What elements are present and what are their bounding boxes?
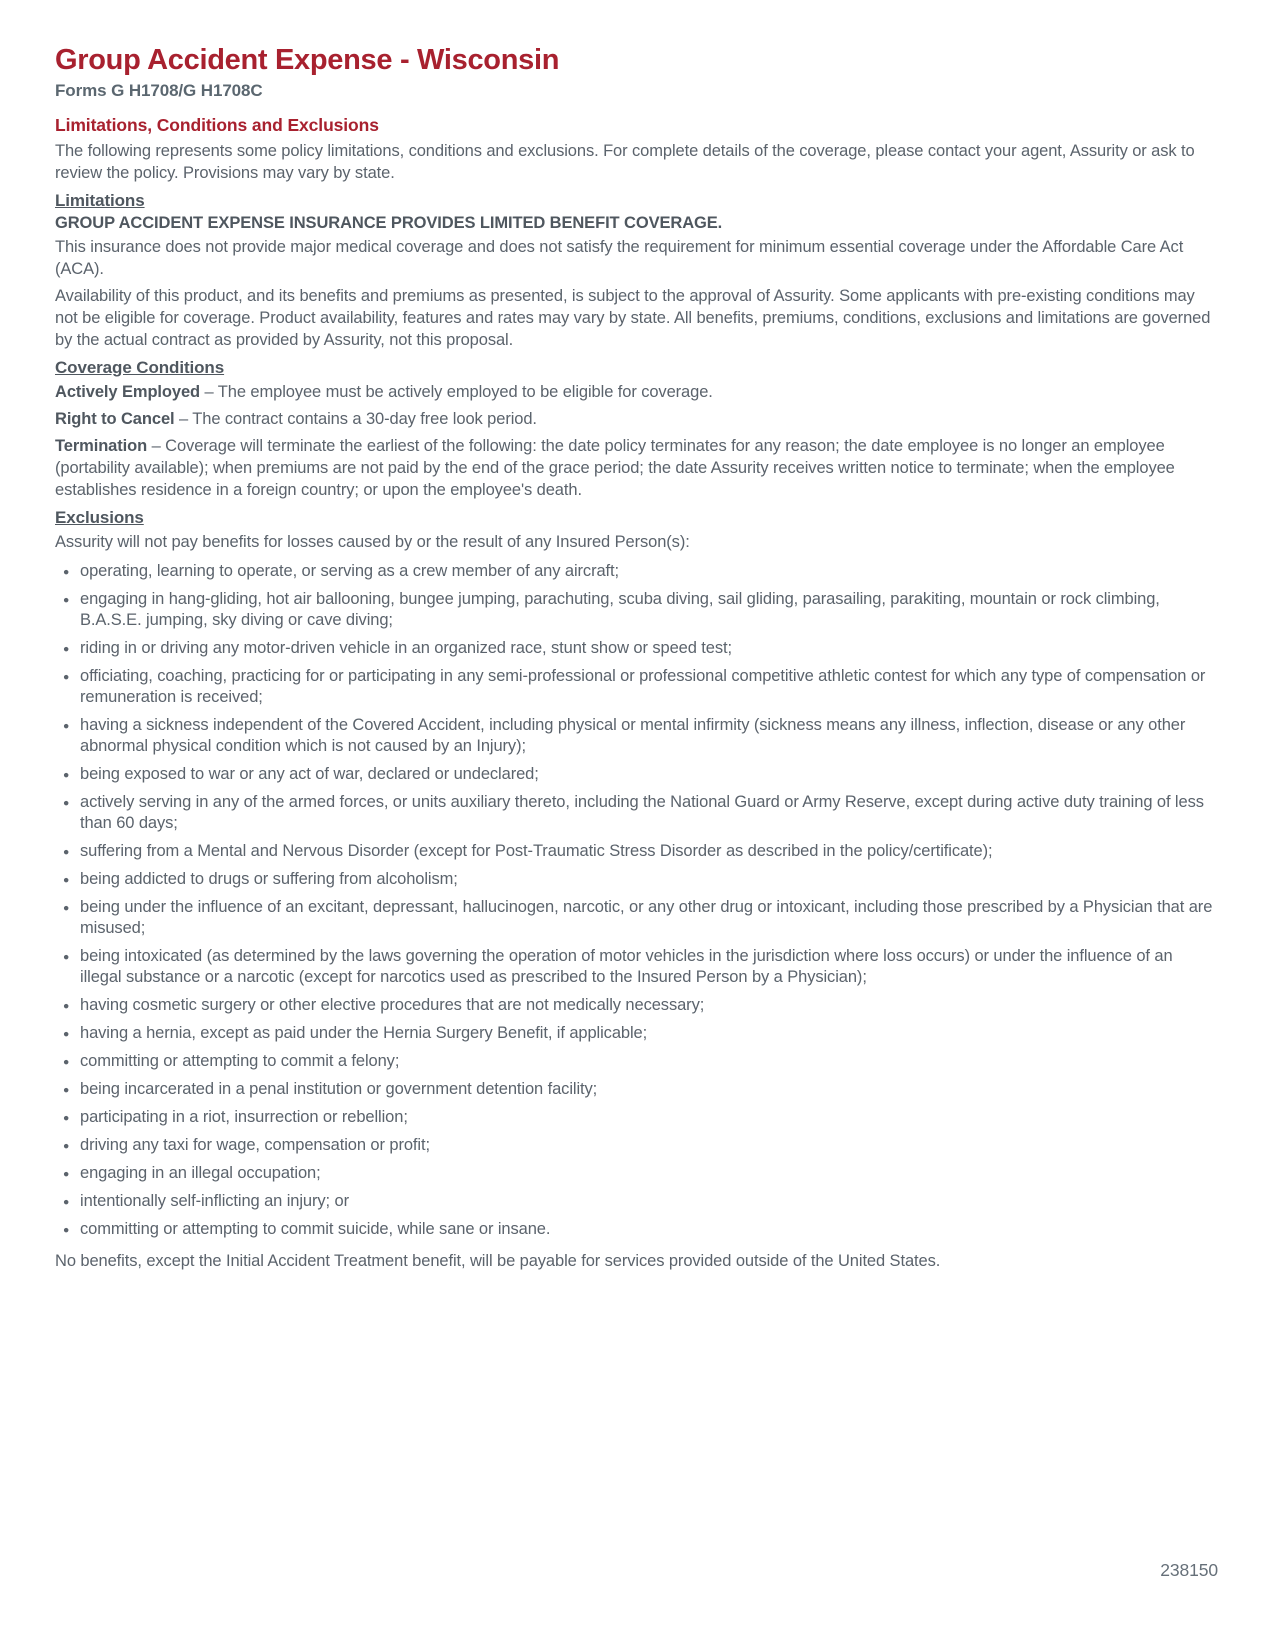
form-numbers: Forms G H1708/G H1708C xyxy=(55,81,263,100)
exclusion-item: ● engaging in an illegal occupation; xyxy=(63,1163,1218,1184)
coverage-condition-text: – Coverage will terminate the earliest of the following: the date policy terminates for any reason; the date employee is no longer an employee (portability available); when premiums are not paid by the end of the grace period; the date Assurity receives written notice to terminate; when the employee establishes residence in a foreign country; or upon the employee's death. xyxy=(55,437,1175,499)
subsection-heading-limitations: Limitations xyxy=(55,191,145,210)
coverage-condition-label: Actively Employed xyxy=(55,383,201,401)
coverage-condition-label: Termination xyxy=(55,437,148,455)
exclusion-item: ● engaging in hang-gliding, hot air ballooning, bungee jumping, parachuting, scuba diving, sail gliding, parasailing, parakiting, mountain or rock climbing, B.A.S.E. jumping, sky diving or cave diving; xyxy=(63,589,1218,631)
coverage-condition-item xyxy=(55,435,1218,501)
exclusion-item: ● participating in a riot, insurrection or rebellion; xyxy=(63,1107,1218,1128)
exclusion-item: ● officiating, coaching, practicing for or participating in any semi-professional or professional competitive athletic contest for which any type of compensation or remuneration is received; xyxy=(63,666,1218,708)
limitations-paragraph: Availability of this product, and its benefits and premiums as presented, is subject to the approval of Assurity. Some applicants with pre-existing conditions may not be eligible for coverage. Product availability, features and rates may vary by state. All benefits, premiums, conditions, exclusions and limitations are governed by the actual contract as provided by Assurity, not this proposal. xyxy=(55,287,1211,349)
limitations-paragraphs xyxy=(55,236,1218,351)
subsection-heading-coverage-conditions: Coverage Conditions xyxy=(55,358,225,377)
page-number: 238150 xyxy=(1160,1560,1218,1580)
exclusion-item: ● having a sickness independent of the Covered Accident, including physical or mental infirmity (sickness means any illness, inflection, disease or any other abnormal physical condition which is not caused by an Injury); xyxy=(63,715,1218,757)
limited-benefit-notice: GROUP ACCIDENT EXPENSE INSURANCE PROVIDES LIMITED BENEFIT COVERAGE. xyxy=(55,214,723,232)
coverage-condition-text: – The employee must be actively employed to be eligible for coverage. xyxy=(200,383,713,401)
exclusion-item: ● having a hernia, except as paid under the Hernia Surgery Benefit, if applicable; xyxy=(63,1023,1218,1044)
coverage-condition-item xyxy=(55,408,1218,430)
section-heading-limitations-conditions-exclusions: Limitations, Conditions and Exclusions xyxy=(55,115,379,135)
exclusion-item: ● committing or attempting to commit a felony; xyxy=(63,1051,1218,1072)
exclusion-item: ● intentionally self-inflicting an injury; or xyxy=(63,1191,1218,1212)
exclusion-item: ● being intoxicated (as determined by the laws governing the operation of motor vehicles in the jurisdiction where loss occurs) or under the influence of an illegal substance or a narcotic (except for narcotics used as prescribed to the Insured Person by a Physician); xyxy=(63,946,1218,988)
exclusion-item: ● riding in or driving any motor-driven vehicle in an organized race, stunt show or speed test; xyxy=(63,638,1218,659)
exclusions-list xyxy=(55,561,1218,1240)
subsection-heading-exclusions: Exclusions xyxy=(55,508,144,527)
exclusions-intro-paragraph: Assurity will not pay benefits for losses caused by or the result of any Insured Person(s): xyxy=(55,533,690,551)
exclusion-item: ● being exposed to war or any act of war, declared or undeclared; xyxy=(63,764,1218,785)
exclusion-item: ● committing or attempting to commit suicide, while sane or insane. xyxy=(63,1219,1218,1240)
page-title: Group Accident Expense - Wisconsin xyxy=(55,44,560,76)
exclusion-item: ● being addicted to drugs or suffering from alcoholism; xyxy=(63,869,1218,890)
section-intro-paragraph: The following represents some policy limitations, conditions and exclusions. For complete details of the coverage, please contact your agent, Assurity or ask to review the policy. Provisions may vary by state. xyxy=(55,142,1195,182)
coverage-conditions-list xyxy=(55,381,1218,501)
exclusion-item: ● actively serving in any of the armed forces, or units auxiliary thereto, including the National Guard or Army Reserve, except during active duty training of less than 60 days; xyxy=(63,792,1218,834)
limitations-paragraph: This insurance does not provide major medical coverage and does not satisfy the requirement for minimum essential coverage under the Affordable Care Act (ACA). xyxy=(55,238,1184,278)
coverage-condition-text: – The contract contains a 30-day free look period. xyxy=(174,410,537,428)
exclusion-item: ● operating, learning to operate, or serving as a crew member of any aircraft; xyxy=(63,561,1218,582)
coverage-condition-item xyxy=(55,381,1218,403)
exclusion-item: ● driving any taxi for wage, compensation or profit; xyxy=(63,1135,1218,1156)
exclusion-item: ● being incarcerated in a penal institution or government detention facility; xyxy=(63,1079,1218,1100)
coverage-condition-label: Right to Cancel xyxy=(55,410,175,428)
exclusion-item: ● suffering from a Mental and Nervous Disorder (except for Post-Traumatic Stress Disorder as described in the policy/certificate); xyxy=(63,841,1218,862)
exclusion-item: ● having cosmetic surgery or other elective procedures that are not medically necessary; xyxy=(63,995,1218,1016)
exclusions-closing-paragraph: No benefits, except the Initial Accident Treatment benefit, will be payable for services provided outside of the United States. xyxy=(55,1252,941,1270)
exclusion-item: ● being under the influence of an excitant, depressant, hallucinogen, narcotic, or any other drug or intoxicant, including those prescribed by a Physician that are misused; xyxy=(63,897,1218,939)
